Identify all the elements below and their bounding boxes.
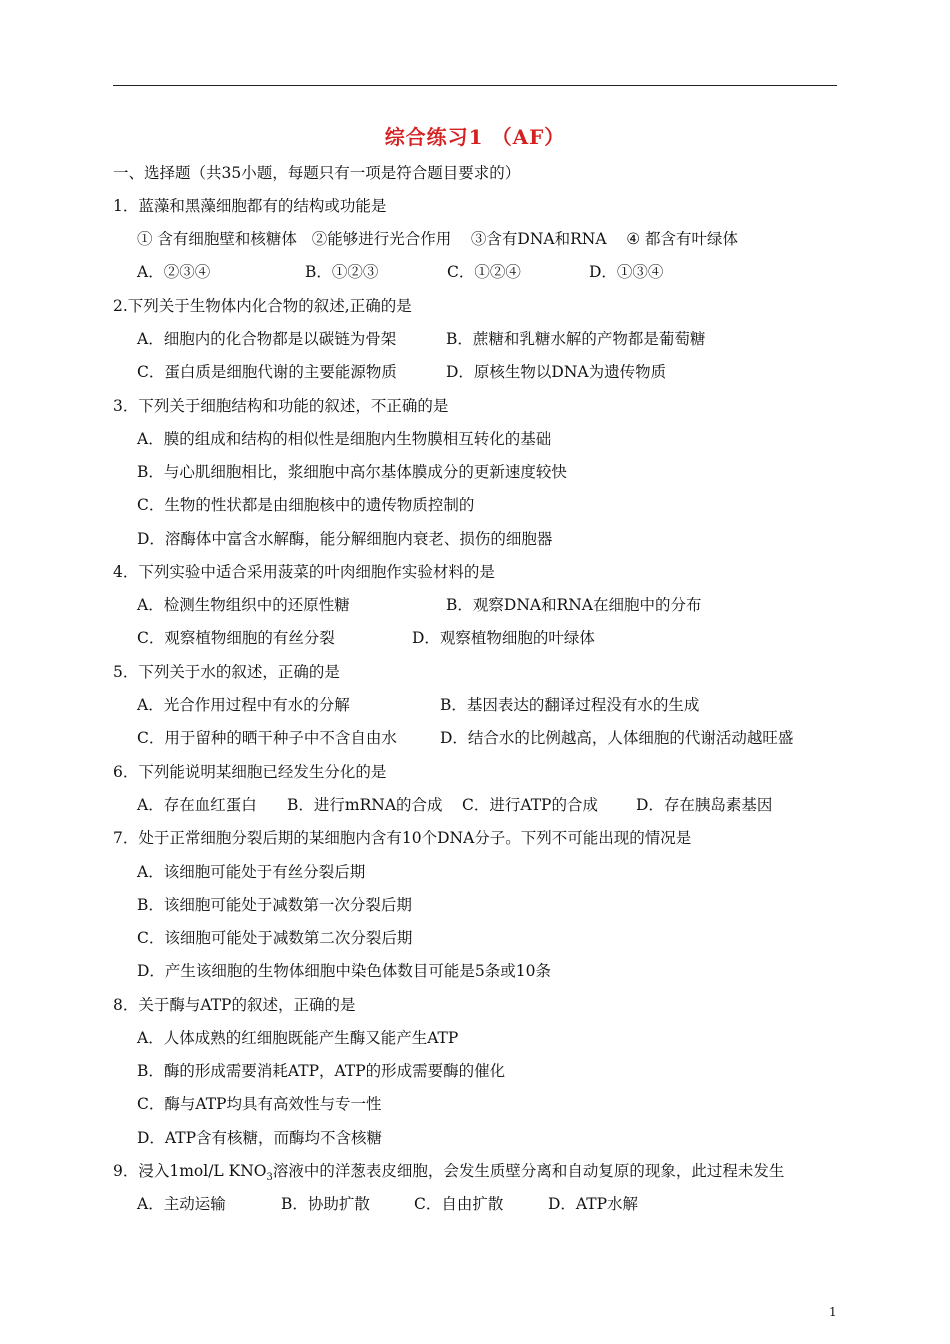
question-4-option-a: A．检测生物组织中的还原性糖 (137, 596, 350, 614)
question-5-option-b: B．基因表达的翻译过程没有水的生成 (440, 696, 700, 714)
question-4-option-d: D．观察植物细胞的叶绿体 (412, 629, 595, 647)
question-5-option-d: D．结合水的比例越高，人体细胞的代谢活动越旺盛 (440, 729, 794, 747)
question-6-option-d: D．存在胰岛素基因 (636, 796, 773, 814)
question-7-option-d: D．产生该细胞的生物体细胞中染色体数目可能是5条或10条 (137, 962, 552, 980)
header-rule (113, 85, 837, 86)
question-4-stem: 4．下列实验中适合采用菠菜的叶肉细胞作实验材料的是 (113, 563, 495, 581)
question-7-option-b: B．该细胞可能处于减数第一次分裂后期 (137, 896, 412, 914)
question-8-option-c: C．酶与ATP均具有高效性与专一性 (137, 1095, 382, 1113)
question-4-option-c: C．观察植物细胞的有丝分裂 (137, 629, 335, 647)
question-7-option-c: C．该细胞可能处于减数第二次分裂后期 (137, 929, 413, 947)
question-7-option-a: A．该细胞可能处于有丝分裂后期 (137, 863, 366, 881)
question-5-option-a: A．光合作用过程中有水的分解 (137, 696, 350, 714)
question-3-stem: 3．下列关于细胞结构和功能的叙述，不正确的是 (113, 397, 449, 415)
question-1-option-a: A．②③④ (137, 263, 211, 281)
section-heading: 一、选择题（共35小题，每题只有一项是符合题目要求的） (113, 164, 521, 182)
question-9-option-a: A．主动运输 (137, 1195, 226, 1213)
question-8-option-d: D．ATP含有核糖，而酶均不含核糖 (137, 1129, 383, 1147)
question-2-option-b: B．蔗糖和乳糖水解的产物都是葡萄糖 (446, 330, 706, 348)
question-9-stem-subscript: 3 (266, 1172, 273, 1184)
question-5-stem: 5．下列关于水的叙述，正确的是 (113, 663, 340, 681)
question-9-stem-post: 溶液中的洋葱表皮细胞，会发生质壁分离和自动复原的现象，此过程未发生 (272, 1162, 785, 1180)
question-9-option-b: B．协助扩散 (281, 1195, 370, 1213)
question-9-option-c: C．自由扩散 (414, 1195, 504, 1213)
question-2-option-a: A．细胞内的化合物都是以碳链为骨架 (137, 330, 397, 348)
question-6-option-b: B．进行mRNA的合成 (287, 796, 443, 814)
question-2-option-d: D．原核生物以DNA为遗传物质 (446, 363, 667, 381)
question-3-option-a: A．膜的组成和结构的相似性是细胞内生物膜相互转化的基础 (137, 430, 552, 448)
question-3-option-c: C．生物的性状都是由细胞核中的遗传物质控制的 (137, 496, 475, 514)
page-number: 1 (829, 1305, 837, 1319)
page-title: 综合练习1 （AF） (384, 125, 566, 149)
question-1-option-d: D．①③④ (589, 263, 664, 281)
question-6-option-a: A．存在血红蛋白 (137, 796, 257, 814)
question-6-stem: 6．下列能说明某细胞已经发生分化的是 (113, 763, 387, 781)
question-8-option-a: A．人体成熟的红细胞既能产生酶又能产生ATP (137, 1029, 459, 1047)
question-2-option-c: C．蛋白质是细胞代谢的主要能源物质 (137, 363, 397, 381)
question-9-stem (113, 1161, 784, 1188)
question-5-option-c: C．用于留种的晒干种子中不含自由水 (137, 729, 397, 747)
question-1-stem: 1．蓝藻和黑藻细胞都有的结构或功能是 (113, 197, 387, 215)
question-4-option-b: B．观察DNA和RNA在细胞中的分布 (446, 596, 702, 614)
question-8-option-b: B．酶的形成需要消耗ATP，ATP的形成需要酶的催化 (137, 1062, 506, 1080)
question-2-stem: 2.下列关于生物体内化合物的叙述,正确的是 (113, 297, 412, 315)
question-8-stem: 8．关于酶与ATP的叙述，正确的是 (113, 996, 356, 1014)
question-1-items: ① 含有细胞壁和核糖体 ②能够进行光合作用 ③含有DNA和RNA ④ 都含有叶绿体 (137, 230, 739, 248)
question-3-option-d: D．溶酶体中富含水解酶，能分解细胞内衰老、损伤的细胞器 (137, 530, 553, 548)
question-9-option-d: D．ATP水解 (548, 1195, 639, 1213)
question-9-stem-pre: 9．浸入1mol/L KNO (113, 1162, 267, 1180)
question-3-option-b: B．与心肌细胞相比，浆细胞中高尔基体膜成分的更新速度较快 (137, 463, 567, 481)
question-1-option-b: B．①②③ (305, 263, 379, 281)
question-1-option-c: C．①②④ (447, 263, 521, 281)
question-7-stem: 7．处于正常细胞分裂后期的某细胞内含有10个DNA分子。下列不可能出现的情况是 (113, 829, 692, 847)
question-6-option-c: C．进行ATP的合成 (462, 796, 598, 814)
